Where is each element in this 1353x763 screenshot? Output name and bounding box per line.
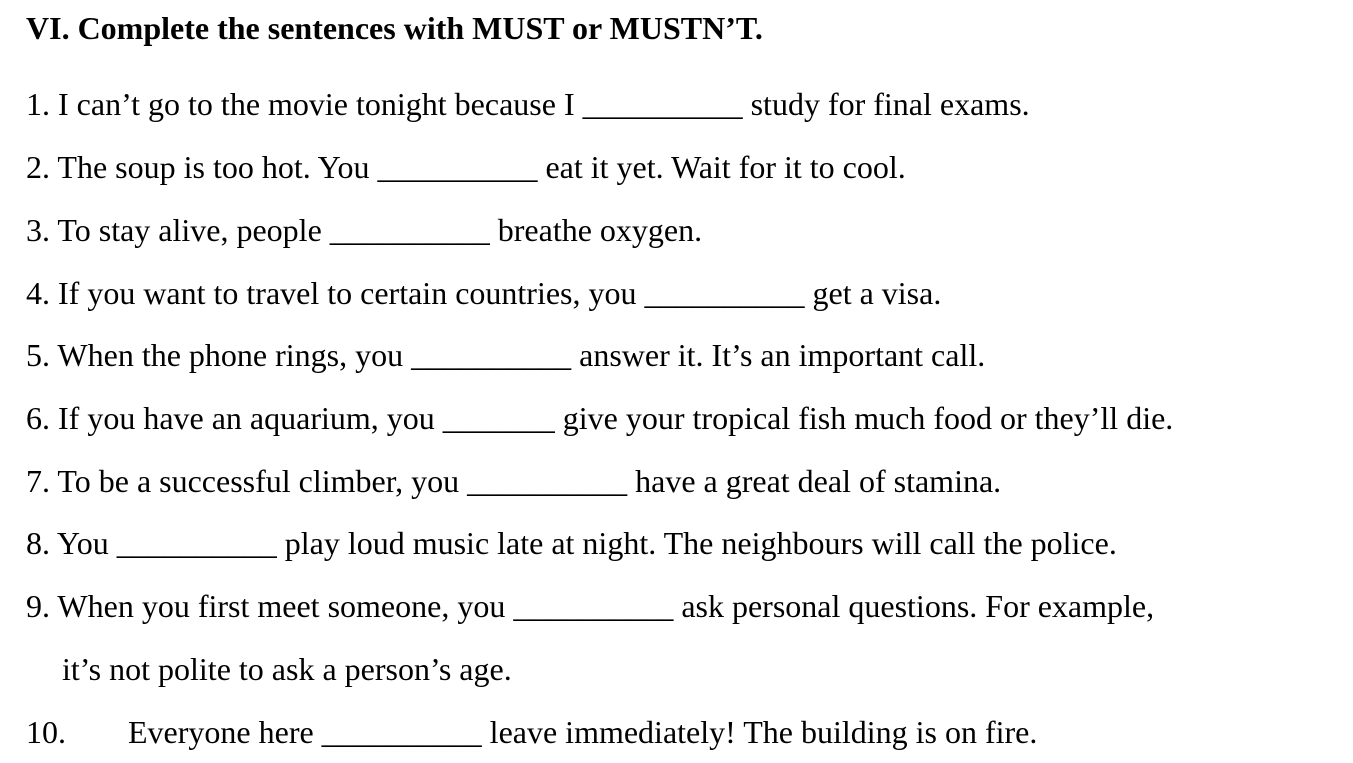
answer-blank: __________ <box>644 275 805 311</box>
sentence-number: 2. <box>26 149 50 185</box>
answer-blank: __________ <box>582 86 743 122</box>
answer-blank: __________ <box>513 588 674 624</box>
sentence-6 <box>26 398 1173 438</box>
sentence-3 <box>26 210 702 250</box>
sentence-number: 4. <box>26 275 50 311</box>
sentence-text-after: answer it. It’s an important call. <box>571 337 986 373</box>
sentence-text-before: To stay alive, people <box>50 212 330 248</box>
sentence-5 <box>26 335 985 375</box>
sentence-text-after: breathe oxygen. <box>489 212 703 248</box>
answer-blank: __________ <box>377 149 538 185</box>
sentence-text-before: When you first meet someone, you <box>50 588 514 624</box>
sentence-number: 8. <box>26 525 50 561</box>
sentence-text-after: give your tropical fish much food or they’ll die. <box>554 400 1174 436</box>
sentence-text-after: get a visa. <box>804 275 942 311</box>
exercise-title: VI. Complete the sentences with MUST or MUSTN’T. <box>26 10 763 46</box>
answer-blank: __________ <box>116 525 277 561</box>
sentence-text-after: play loud music late at night. The neighbours will call the police. <box>276 525 1117 561</box>
answer-blank: __________ <box>411 337 572 373</box>
answer-blank: __________ <box>467 463 628 499</box>
answer-blank: _______ <box>442 400 555 436</box>
sentence-4 <box>26 273 941 313</box>
sentence-text-after: study for final exams. <box>742 86 1030 122</box>
sentence-number: 1. <box>26 86 50 122</box>
sentence-number: 10. <box>26 714 66 750</box>
sentence-text-before: Everyone here <box>128 714 322 750</box>
sentence-number: 7. <box>26 463 50 499</box>
sentence-8 <box>26 523 1117 563</box>
sentence-text-before: If you want to travel to certain countries, you <box>50 275 645 311</box>
sentence-text-after: eat it yet. Wait for it to cool. <box>537 149 906 185</box>
answer-blank: __________ <box>321 714 482 750</box>
sentence-1 <box>26 84 1030 124</box>
sentence-text-after: have a great deal of stamina. <box>627 463 1002 499</box>
sentence-text-after: leave immediately! The building is on fire. <box>481 714 1038 750</box>
sentence-9-continuation: it’s not polite to ask a person’s age. <box>62 651 512 687</box>
sentence-number: 6. <box>26 400 50 436</box>
sentence-number: 5. <box>26 337 50 373</box>
sentence-text-before: If you have an aquarium, you <box>50 400 443 436</box>
sentence-number: 3. <box>26 212 50 248</box>
sentence-text-before: The soup is too hot. You <box>50 149 378 185</box>
sentence-9 <box>26 586 1154 626</box>
sentence-10 <box>26 712 1037 752</box>
sentence-text-after: ask personal questions. For example, <box>673 588 1155 624</box>
sentence-text-before: You <box>50 525 117 561</box>
sentence-text-before: I can’t go to the movie tonight because I <box>50 86 583 122</box>
answer-blank: __________ <box>329 212 490 248</box>
sentence-2 <box>26 147 906 187</box>
sentence-number: 9. <box>26 588 50 624</box>
sentence-text-before: When the phone rings, you <box>50 337 412 373</box>
sentence-7 <box>26 461 1001 501</box>
sentence-text-before: To be a successful climber, you <box>50 463 468 499</box>
